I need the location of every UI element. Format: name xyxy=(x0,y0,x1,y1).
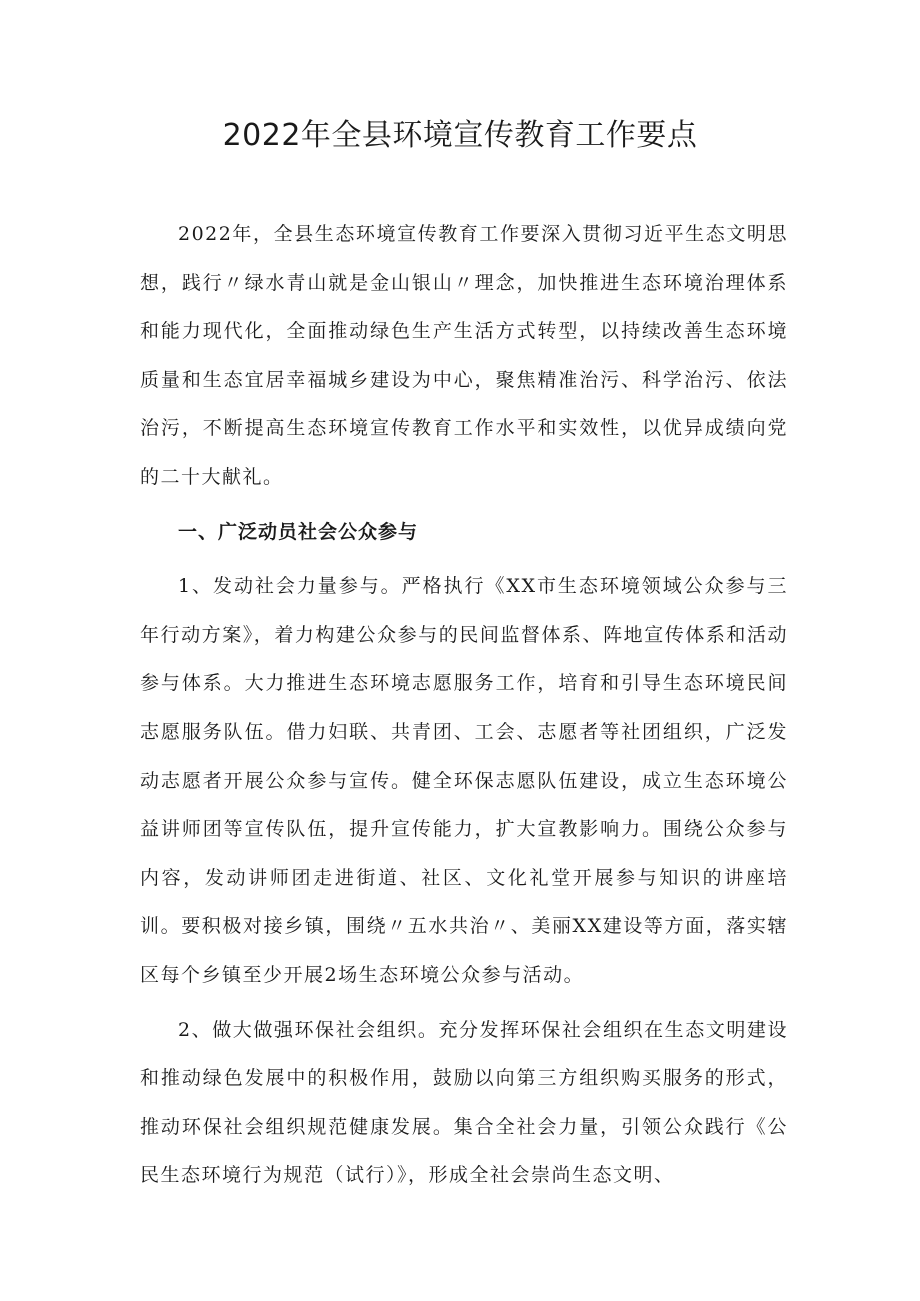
document-title: 2022年全县环境宣传教育工作要点 xyxy=(222,118,698,153)
item-paragraph-1: 1、发动社会力量参与。严格执行《XX市生态环境领域公众参与三年行动方案》，着力构建公众参与的民间监督体系、阵地宣传体系和活动参与体系。大力推进生态环境志愿服务工作，培育和引导生态环境民间志愿服务队伍。借力妇联、共青团、工会、志愿者等社团组织，广泛发动志愿者开展公众参与宣传。健全环保志愿队伍建设，成立生态环境公益讲师团等宣传队伍，提升宣传能力，扩大宣教影响力。围绕公众参与内容，发动讲师团走进街道、社区、文化礼堂开展参与知识的讲座培训。要积极对接乡镇，围绕〃五水共治〃、美丽XX建设等方面，落实辖区每个乡镇至少开展2场生态环境公众参与活动。 xyxy=(140,575,788,986)
document-body xyxy=(140,210,788,1200)
intro-paragraph: 2022年，全县生态环境宣传教育工作要深入贯彻习近平生态文明思想，践行〃绿水青山就是金山银山〃理念，加快推进生态环境治理体系和能力现代化，全面推动绿色生产生活方式转型，以持续改善生态环境质量和生态宜居幸福城乡建设为中心，聚焦精准治污、科学治污、依法治污，不断提高生态环境宣传教育工作水平和实效性，以优异成绩向党的二十大献礼。 xyxy=(140,223,788,488)
item-paragraph-2: 2、做大做强环保社会组织。充分发挥环保社会组织在生态文明建设和推动绿色发展中的积极作用，鼓励以向第三方组织购买服务的形式，推动环保社会组织规范健康发展。集合全社会力量，引领公众践行《公民生态环境行为规范（试行）》，形成全社会崇尚生态文明、 xyxy=(140,1018,788,1187)
section-heading-1: 一、广泛动员社会公众参与 xyxy=(178,520,419,543)
